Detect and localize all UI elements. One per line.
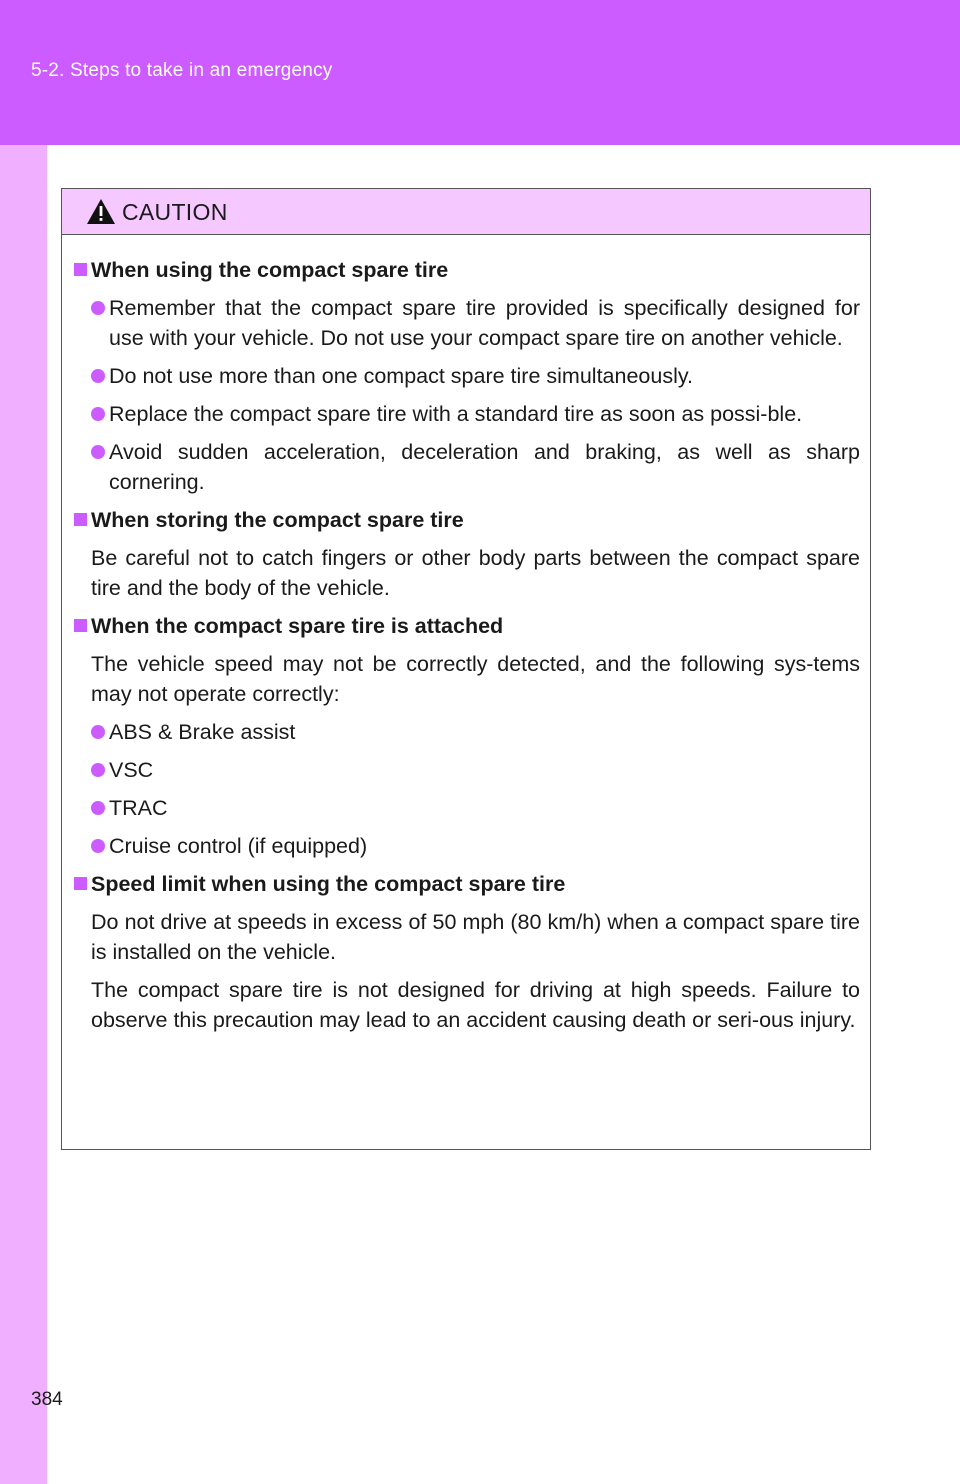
bullet-item [71,399,860,429]
bullet-text: Avoid sudden acceleration, deceleration and braking, as well as sharp cornering. [109,440,860,494]
section-paragraph: Be careful not to catch fingers or other body parts between the compact spare tire and the body of the vehicle. [91,546,860,600]
bullet-dot-icon [91,763,105,777]
section-heading: Speed limit when using the compact spare tire [71,869,860,899]
bullet-text: Cruise control (if equipped) [109,834,368,858]
bullet-item [71,361,860,391]
section-title: 5-2. Steps to take in an emergency [31,60,333,81]
bullet-dot-icon [91,801,105,815]
caution-section [71,611,860,861]
bullet-dot-icon [91,725,105,739]
caution-section [71,255,860,497]
bullet-item [71,755,860,785]
bullet-text: Remember that the compact spare tire provided is specifically designed for use with your vehicle. Do not use your compact spare tire on another vehicle. [109,296,860,350]
bullet-item [71,717,860,747]
section-heading: When using the compact spare tire [71,255,860,285]
header-bar [0,0,960,145]
section-paragraph: The vehicle speed may not be correctly detected, and the following sys-tems may not operate correctly: [91,652,860,706]
section-heading: When the compact spare tire is attached [71,611,860,641]
bullet-item [71,793,860,823]
caution-body [62,235,870,1035]
bullet-item [71,831,860,861]
bullet-dot-icon [91,301,105,315]
section-paragraph: The compact spare tire is not designed for driving at high speeds. Failure to observe this precaution may lead to an accident causing death or seri-ous injury. [91,978,860,1032]
bullet-dot-icon [91,369,105,383]
caution-header [62,189,870,235]
section-heading: When storing the compact spare tire [71,505,860,535]
bullet-text: TRAC [109,796,168,820]
bullet-text: Replace the compact spare tire with a standard tire as soon as possi-ble. [109,402,803,426]
bullet-text: ABS & Brake assist [109,720,296,744]
caution-box [61,188,871,1150]
bullet-text: Do not use more than one compact spare tire simultaneously. [109,364,693,388]
bullet-item [71,293,860,353]
side-band [0,145,47,1484]
bullet-dot-icon [91,407,105,421]
bullet-text: VSC [109,758,154,782]
bullet-dot-icon [91,839,105,853]
caution-section [71,505,860,603]
bullet-dot-icon [91,445,105,459]
page-number: 384 [31,1389,63,1410]
caution-label: CAUTION [122,199,228,225]
bullet-item [71,437,860,497]
section-paragraph: Do not drive at speeds in excess of 50 mph (80 km/h) when a compact spare tire is installed on the vehicle. [91,910,860,964]
warning-triangle-icon [86,198,116,225]
caution-section [71,869,860,1035]
